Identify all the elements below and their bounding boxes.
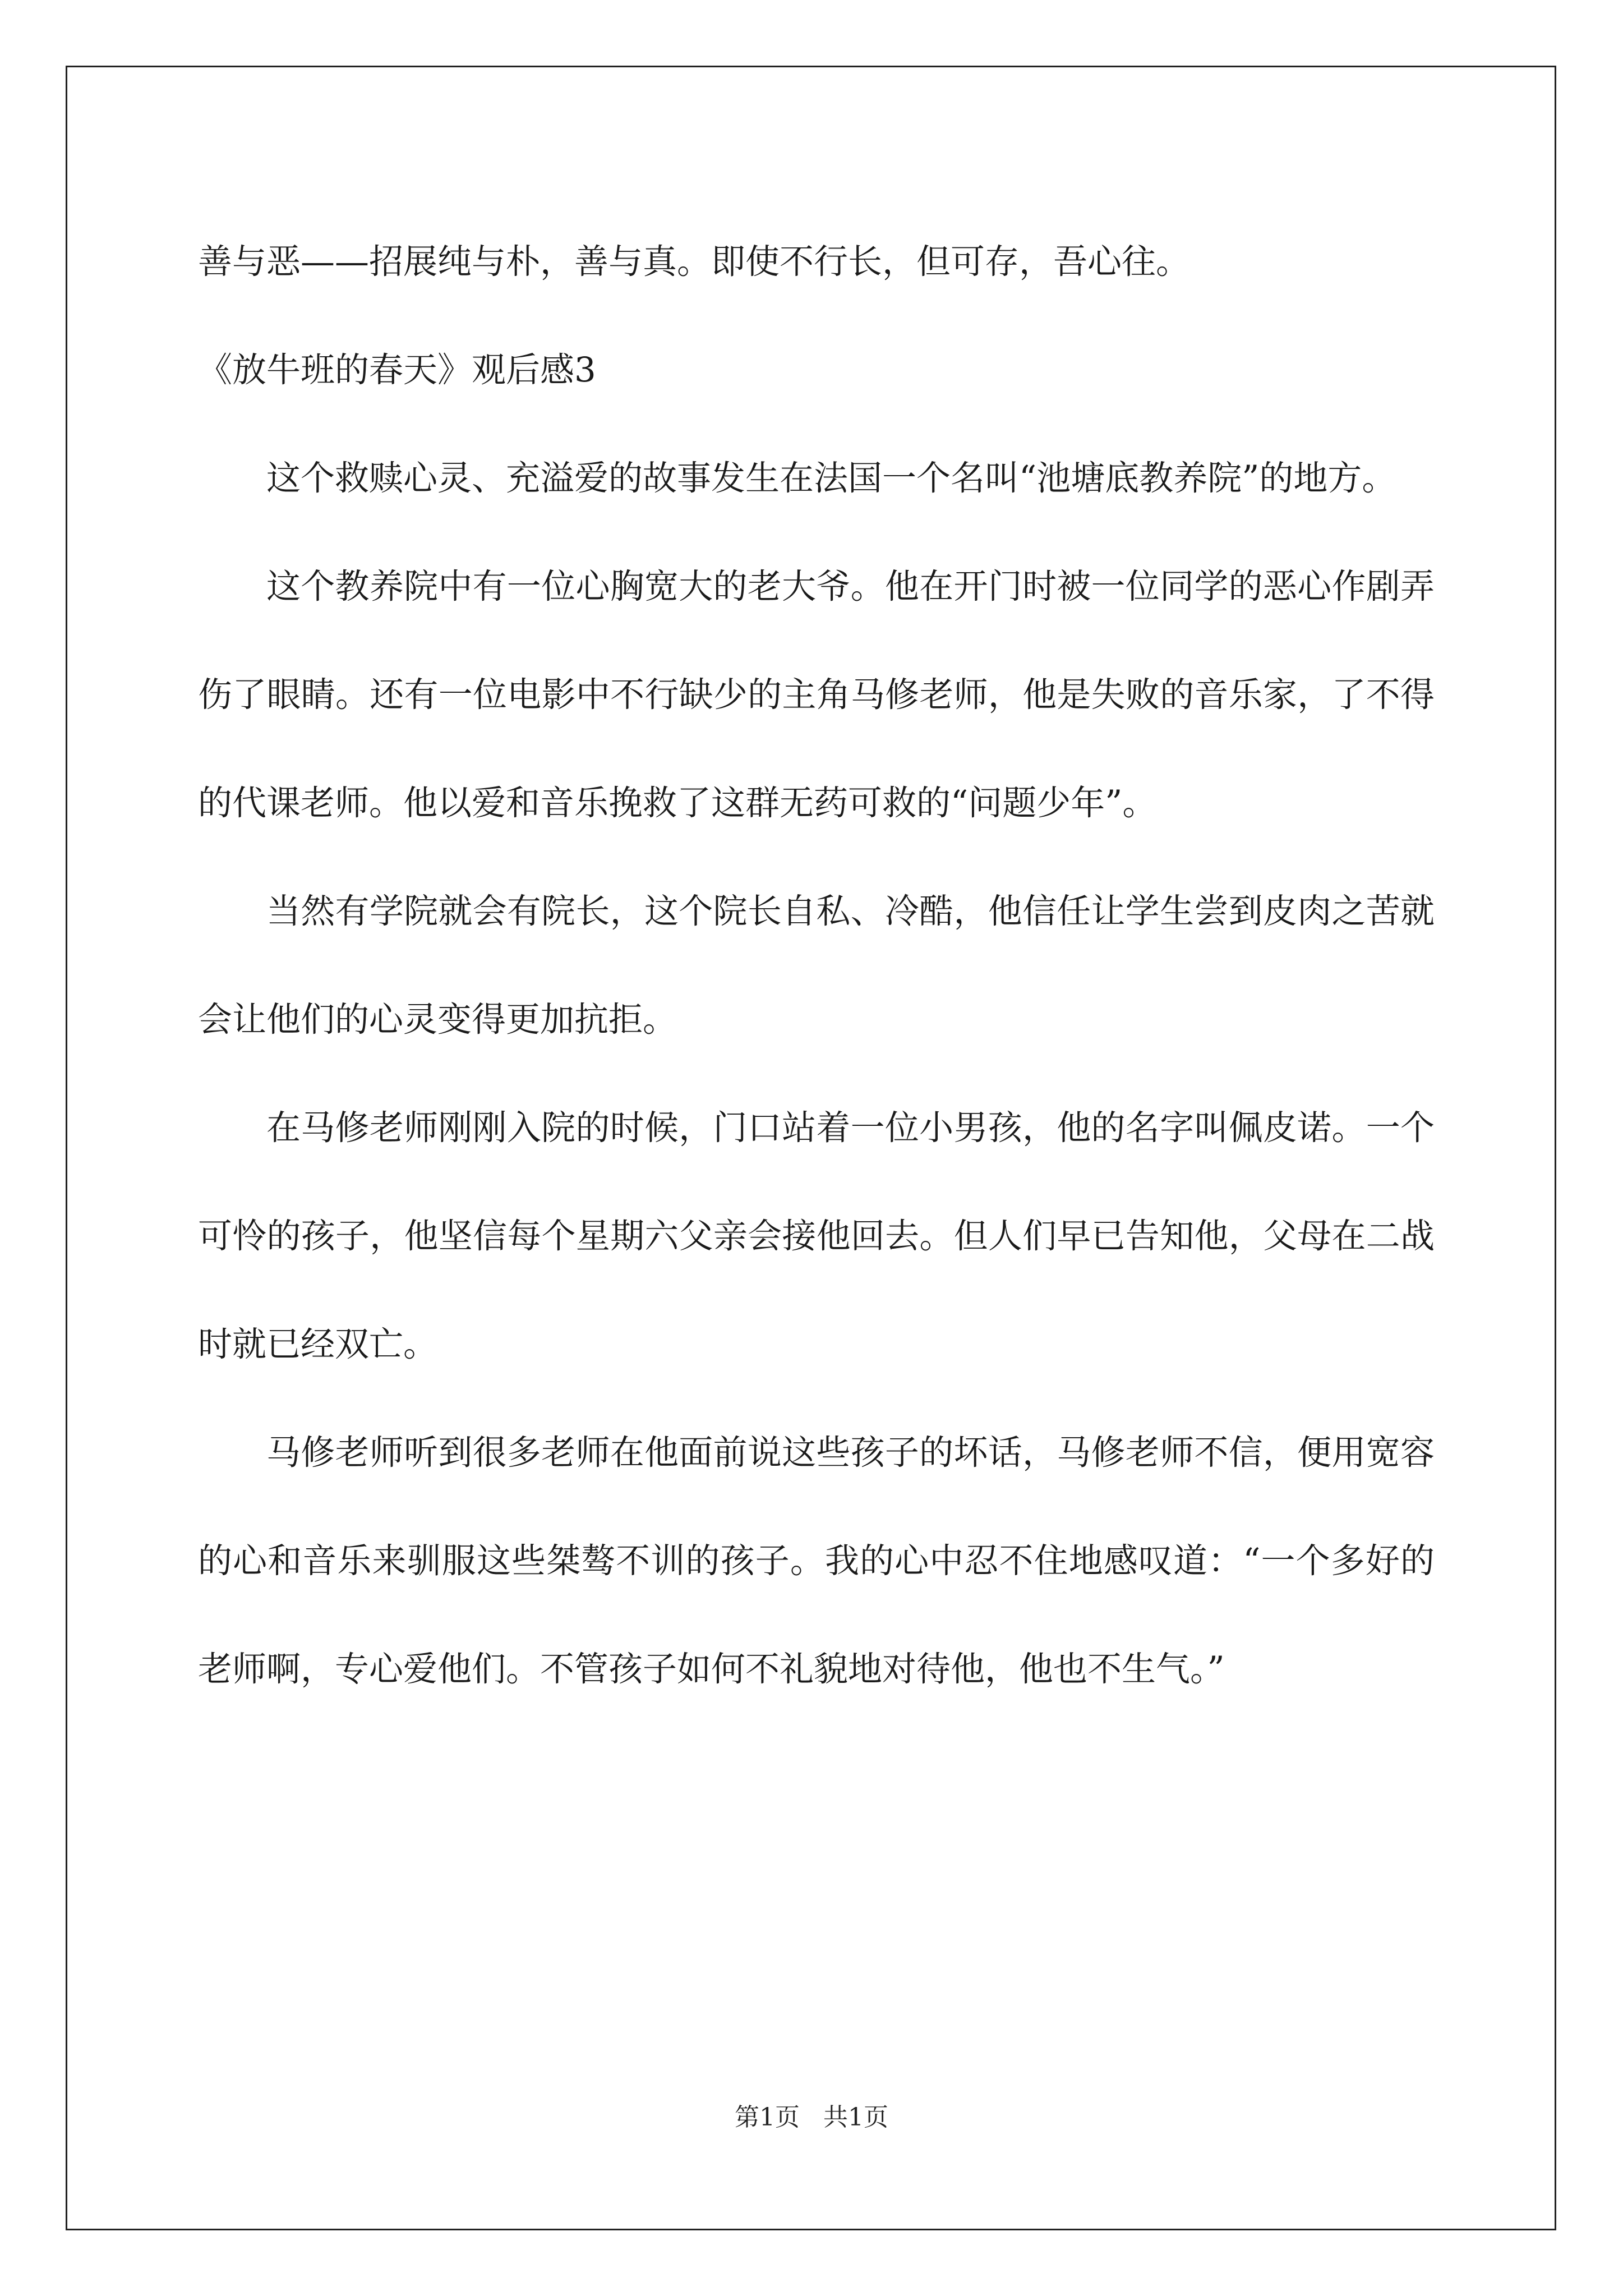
paragraph: 在马修老师刚刚入院的时候，门口站着一位小男孩，他的名字叫佩皮诺。一个可怜的孩子，他坚信每个星期六父亲会接他回去。但人们早已告知他，父母在二战时就已经双亡。 [198, 1108, 1435, 1364]
document-body [198, 208, 1435, 1723]
section-title: 《放牛班的春天》观后感3 [198, 350, 596, 390]
page-total: 共1页 [823, 2103, 888, 2132]
paragraph: 这个救赎心灵、充溢爱的故事发生在法国一个名叫“池塘底教养院”的地方。 [266, 458, 1396, 498]
paragraph: 这个教养院中有一位心胸宽大的老大爷。他在开门时被一位同学的恶心作剧弄伤了眼睛。还有一位电影中不行缺少的主角马修老师，他是失败的音乐家，了不得的代课老师。他以爱和音乐挽救了这群无药可救的“问题少年”。 [198, 567, 1435, 823]
page-footer [0, 2101, 1623, 2134]
paragraph: 善与恶——招展纯与朴，善与真。即使不行长，但可存，吾心往。 [198, 242, 1191, 282]
paragraph: 马修老师听到很多老师在他面前说这些孩子的坏话，马修老师不信，便用宽容的心和音乐来驯服这些桀骜不训的孩子。我的心中忍不住地感叹道：“一个多好的老师啊，专心爱他们。不管孩子如何不礼貌地对待他，他也不生气。” [198, 1433, 1435, 1689]
page-number: 第1页 [735, 2103, 800, 2132]
paragraph: 当然有学院就会有院长，这个院长自私、冷酷，他信任让学生尝到皮肉之苦就会让他们的心灵变得更加抗拒。 [198, 891, 1435, 1039]
